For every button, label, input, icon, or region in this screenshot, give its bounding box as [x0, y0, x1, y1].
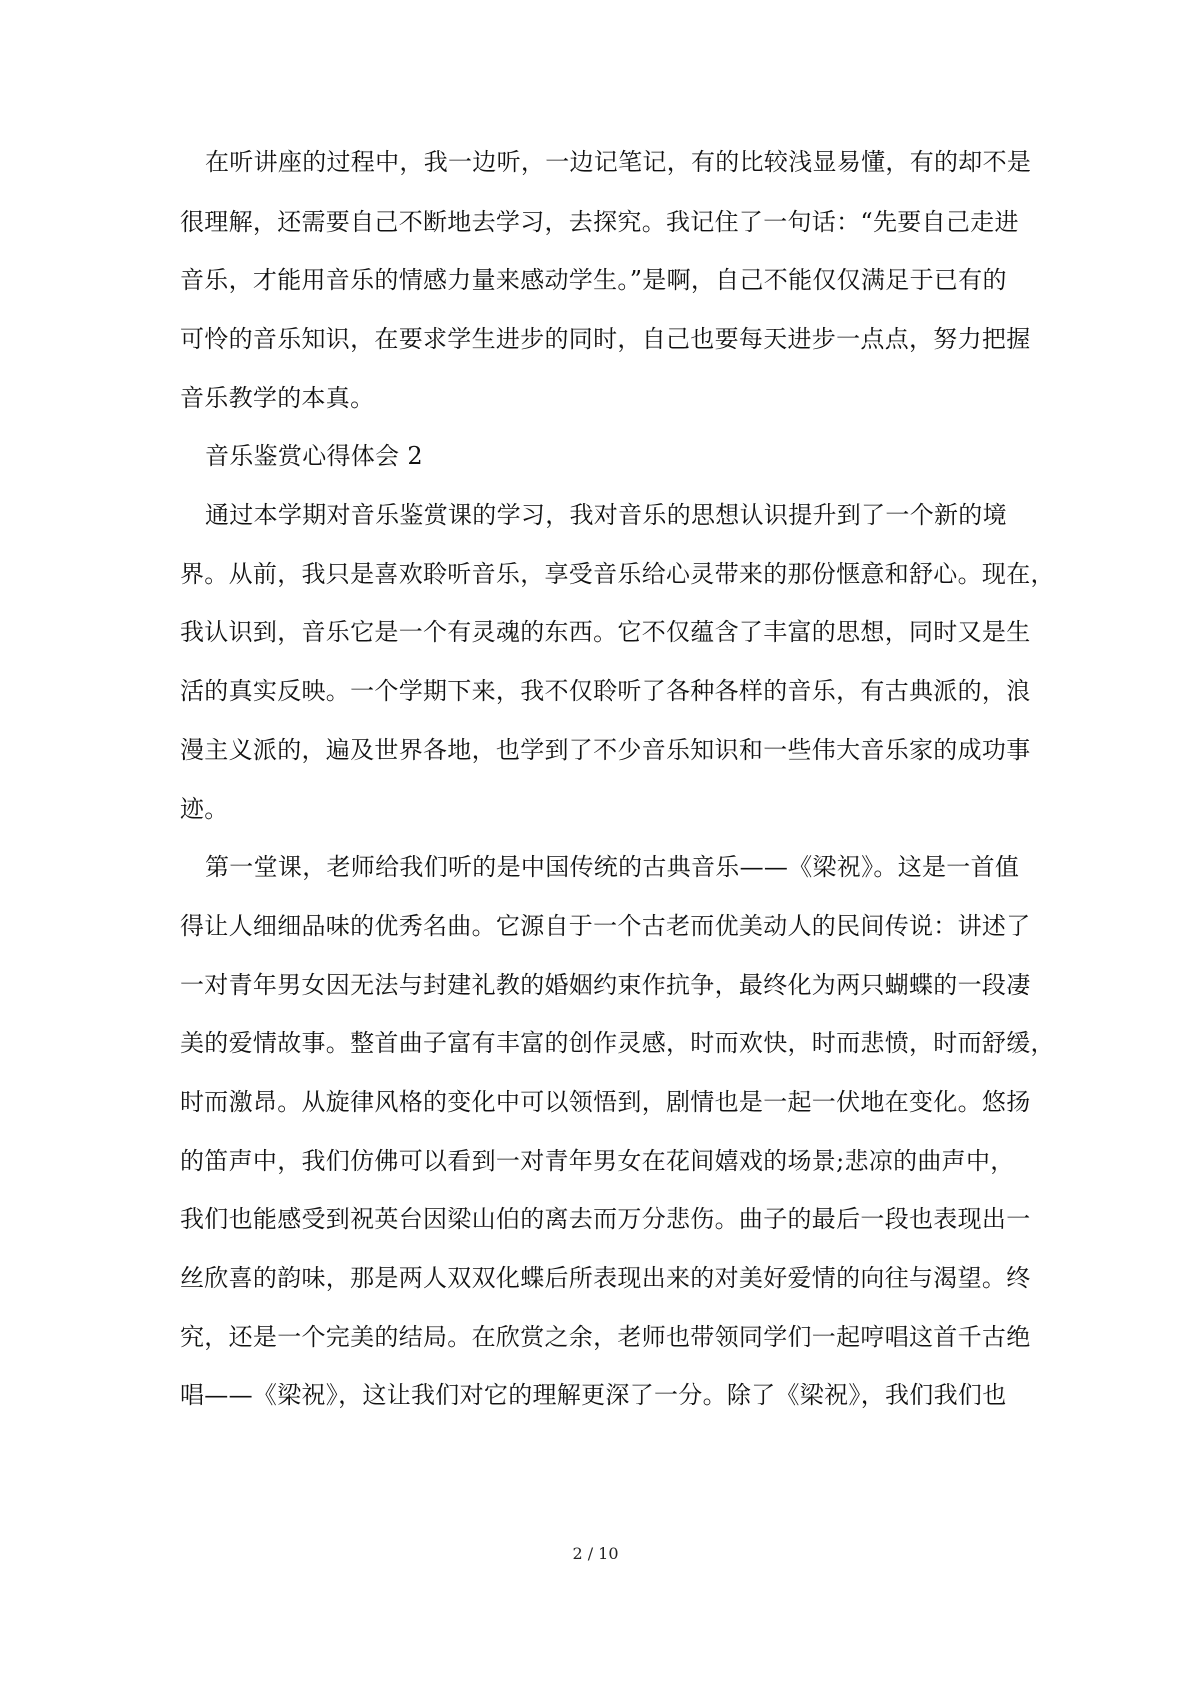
paragraph-line: 得让人细细品味的优秀名曲。它源自于一个古老而优美动人的民间传说：讲述了 [180, 912, 1031, 940]
paragraph-line: 我们也能感受到祝英台因梁山伯的离去而万分悲伤。曲子的最后一段也表现出一 [180, 1205, 1031, 1233]
paragraph-line: 界。从前，我只是喜欢聆听音乐，享受音乐给心灵带来的那份惬意和舒心。现在， [180, 560, 1055, 588]
paragraph-line: 在听讲座的过程中，我一边听，一边记笔记，有的比较浅显易懂，有的却不是 [205, 148, 1032, 176]
paragraph-line: 一对青年男女因无法与封建礼教的婚姻约束作抗争，最终化为两只蝴蝶的一段凄 [180, 971, 1031, 999]
paragraph-line: 很理解，还需要自己不断地去学习，去探究。我记住了一句话：“先要自己走进 [180, 208, 1019, 236]
paragraph-line: 的笛声中，我们仿佛可以看到一对青年男女在花间嬉戏的场景;悲凉的曲声中， [180, 1147, 1015, 1175]
paragraph-line: 迹。 [180, 795, 229, 823]
paragraph-line: 美的爱情故事。整首曲子富有丰富的创作灵感，时而欢快，时而悲愤，时而舒缓， [180, 1029, 1055, 1057]
paragraph-line: 活的真实反映。一个学期下来，我不仅聆听了各种各样的音乐，有古典派的，浪 [180, 677, 1031, 705]
paragraph-line: 漫主义派的，遍及世界各地，也学到了不少音乐知识和一些伟大音乐家的成功事 [180, 736, 1031, 764]
page-number: 2 / 10 [572, 1544, 619, 1563]
paragraph-line: 通过本学期对音乐鉴赏课的学习，我对音乐的思想认识提升到了一个新的境 [205, 501, 1007, 529]
paragraph-line: 音乐教学的本真。 [180, 384, 375, 412]
paragraph-line: 音乐，才能用音乐的情感力量来感动学生。”是啊，自己不能仅仅满足于已有的 [180, 266, 1007, 294]
paragraph-line: 究，还是一个完美的结局。在欣赏之余，老师也带领同学们一起哼唱这首千古绝 [180, 1323, 1031, 1351]
paragraph-line: 唱——《梁祝》，这让我们对它的理解更深了一分。除了《梁祝》，我们我们也 [180, 1381, 1007, 1409]
paragraph-line: 我认识到，音乐它是一个有灵魂的东西。它不仅蕴含了丰富的思想，同时又是生 [180, 618, 1031, 646]
section-heading: 音乐鉴赏心得体会 2 [205, 442, 423, 470]
paragraph-line: 可怜的音乐知识，在要求学生进步的同时，自己也要每天进步一点点，努力把握 [180, 325, 1031, 353]
paragraph-line: 丝欣喜的韵味，那是两人双双化蝶后所表现出来的对美好爱情的向往与渴望。终 [180, 1264, 1031, 1292]
paragraph-line: 时而激昂。从旋律风格的变化中可以领悟到，剧情也是一起一伏地在变化。悠扬 [180, 1088, 1031, 1116]
paragraph-line: 第一堂课，老师给我们听的是中国传统的古典音乐——《梁祝》。这是一首值 [205, 853, 1020, 881]
